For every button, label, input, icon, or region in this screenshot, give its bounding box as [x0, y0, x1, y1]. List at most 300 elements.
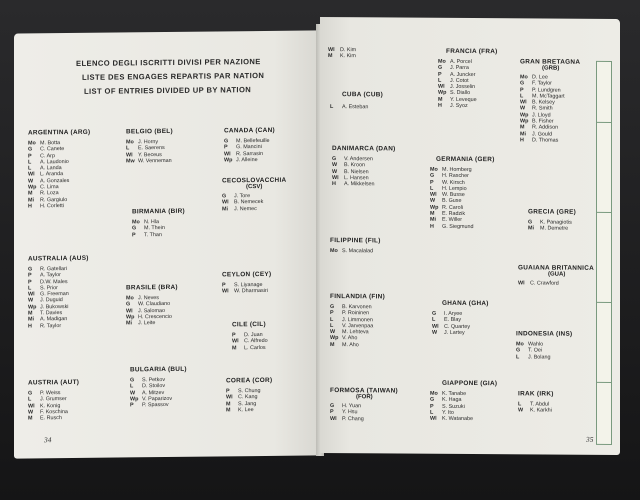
entry-name: J. Neves: [138, 295, 159, 302]
entry-list: [432, 311, 489, 337]
entry-role: M: [232, 344, 237, 351]
entry-role: Wl: [28, 171, 35, 178]
entry-name: V. Andersen: [344, 156, 373, 163]
entry-role: P: [224, 144, 228, 151]
section-code: (GRB): [542, 65, 560, 72]
entry-name: S. Prior: [40, 285, 58, 292]
green-bookmark-strip: [596, 61, 612, 445]
entry-role: W: [28, 409, 34, 416]
entry-name: G. Mancini: [236, 144, 262, 151]
entry-role: Mo: [430, 166, 438, 173]
entry-role: W: [520, 105, 526, 112]
entry-row: [126, 158, 173, 165]
entry-name: K. Panagiotis: [540, 219, 572, 226]
entry-name: B. Kroon: [344, 162, 365, 169]
entry-name: J. Syoz: [450, 102, 468, 110]
entry-role: Wl: [28, 402, 35, 410]
entry-role: Wl: [432, 323, 439, 330]
entry-name: P. Roininen: [342, 310, 370, 317]
entry-name: R. Taylor: [40, 322, 62, 330]
entry-role: Mo: [132, 219, 140, 226]
entry-name: P. Chang: [342, 415, 364, 422]
entry-row: [222, 205, 286, 212]
entry-name: R. Addison: [532, 124, 559, 131]
entry-role: G: [222, 193, 227, 200]
entry-list: [330, 403, 398, 422]
entry-name: D. Juan: [244, 331, 263, 339]
entry-name: J. Gould: [532, 131, 553, 138]
section-header: BRASILE (BRA): [126, 283, 178, 292]
entry-name: H. Crescencio: [138, 313, 172, 321]
entry-role: Wl: [330, 415, 337, 422]
section-danimarca: [332, 145, 396, 188]
entry-name: K. Watanabe: [442, 415, 473, 423]
section-australia: [28, 255, 89, 330]
entry-role: P: [430, 179, 434, 186]
entry-name: D. Thomas: [532, 137, 559, 144]
entry-list: [226, 388, 272, 414]
entry-name: R. Gatellari: [40, 266, 67, 273]
entry-name: F. Koschina: [40, 408, 68, 416]
entry-row: [132, 231, 185, 238]
entry-row: [330, 248, 381, 255]
entry-name: K. Tanabe: [442, 390, 467, 397]
entry-list: [518, 280, 594, 287]
entry-role: Wl: [28, 291, 35, 298]
section-header: AUSTRALIA (AUS): [28, 254, 89, 263]
section-header: FILIPPINE (FIL): [330, 237, 381, 245]
entry-name: D. Lee: [532, 74, 548, 81]
entry-name: S. Suzuki: [442, 403, 465, 410]
entry-name: K. Konig: [40, 402, 61, 409]
entry-role: Wp: [224, 157, 233, 164]
entry-role: Mi: [126, 320, 132, 327]
entry-list: [222, 193, 286, 213]
section-header: CILE (CIL): [232, 320, 266, 329]
entry-role: G: [430, 397, 435, 404]
entry-name: D. Stoilov: [142, 383, 166, 390]
entry-role: G: [438, 65, 443, 72]
section-header: GRAN BRETAGNA: [520, 58, 581, 66]
entry-name: T. Abdul: [530, 401, 550, 408]
entry-role: M: [438, 96, 443, 103]
entry-role: G: [28, 146, 33, 153]
entry-role: L: [330, 316, 334, 323]
entry-list: [28, 390, 79, 422]
entry-list: [28, 266, 89, 330]
section-header: GHANA (GHA): [442, 299, 489, 308]
section-header: BIRMANIA (BIR): [132, 207, 185, 216]
entry-role: Mi: [520, 131, 526, 138]
entry-role: Wp: [520, 118, 529, 125]
entry-list: [518, 401, 554, 414]
entry-role: H: [438, 102, 442, 109]
entry-name: M. Demetre: [540, 225, 569, 232]
entry-name: A. Gonzales: [40, 177, 70, 185]
entry-role: M: [28, 190, 33, 197]
entry-name: M. Homberg: [442, 166, 472, 174]
page-number-right: 35: [586, 434, 594, 444]
entry-role: P: [226, 388, 230, 395]
entry-name: G. Siegmund: [442, 223, 474, 230]
entry-row: [432, 330, 489, 337]
entry-name: H. Yuan: [342, 403, 362, 410]
entry-row: [330, 342, 385, 349]
entry-role: Wl: [328, 47, 335, 54]
entry-name: R. Loza: [40, 190, 59, 197]
strip-divider: [597, 302, 611, 303]
entry-role: M: [520, 124, 525, 131]
entry-name: H. Rascher: [442, 173, 469, 180]
section-filippine: [330, 237, 381, 255]
entry-name: L. Hansen: [344, 175, 369, 182]
entry-role: Wp: [126, 314, 135, 321]
entry-row: [438, 103, 498, 110]
entry-role: H: [430, 223, 434, 230]
entry-name: S. Chung: [238, 388, 261, 395]
entry-role: Wl: [438, 83, 445, 91]
entry-name: J. Parra: [450, 65, 469, 72]
entry-row: [226, 407, 272, 414]
entry-role: L: [330, 104, 334, 111]
entry-role: W: [432, 329, 438, 336]
entry-name: T. Than: [144, 231, 162, 238]
entry-row: [430, 416, 497, 423]
entry-name: A. Madigan: [40, 316, 68, 323]
entry-name: J. Cotot: [450, 77, 469, 84]
title-french: LISTE DES ENGAGES REPARTIS PAR NATION: [82, 70, 265, 82]
section-giappone: [430, 380, 497, 423]
entry-name: M. Bellefeuille: [236, 137, 270, 145]
entry-role: Wl: [222, 288, 229, 295]
entry-name: Y. Beceus: [138, 151, 162, 158]
entry-name: J. Duguid: [40, 297, 63, 304]
entry-role: G: [126, 301, 131, 308]
section-bulgaria: [130, 366, 187, 409]
entry-role: Mi: [28, 197, 34, 204]
section-header: GERMANIA (GER): [436, 155, 495, 164]
section-header: AUSTRIA (AUT): [28, 378, 80, 387]
entry-name: P. Weiss: [40, 390, 61, 397]
entry-name: E. Willer: [442, 217, 463, 224]
section-canada: [224, 127, 275, 164]
entry-role: P: [330, 409, 334, 416]
entry-row: [330, 104, 383, 111]
section-code: (FOR): [356, 394, 373, 401]
entry-role: H: [520, 137, 524, 144]
entry-name: W. Busse: [442, 191, 465, 199]
entry-name: M. Aho: [342, 341, 359, 349]
section-korea-continued: [328, 47, 356, 60]
entry-name: B. Nielsen: [344, 168, 369, 175]
entry-role: G: [528, 219, 533, 226]
section-formosa: [330, 387, 398, 422]
entry-name: J. Limmonen: [342, 316, 373, 323]
entry-role: Wl: [518, 280, 525, 287]
entry-list: [516, 341, 572, 360]
entry-name: Y. Hsu: [342, 409, 358, 416]
entry-row: [518, 280, 594, 287]
entry-list: [330, 248, 381, 255]
section-header: CANADA (CAN): [224, 126, 275, 135]
entry-name: E. Radzik: [442, 210, 466, 218]
entry-role: Mo: [520, 74, 528, 81]
entry-name: J. Tore: [234, 193, 251, 200]
entry-name: C. Lima: [40, 184, 59, 191]
entry-role: L: [28, 285, 32, 292]
entry-name: W. Kirsch: [442, 179, 465, 186]
entry-role: H: [332, 181, 336, 188]
section-cecoslovacchia: [222, 177, 286, 213]
entry-role: G: [432, 310, 437, 317]
section-header: COREA (COR): [226, 376, 273, 385]
entry-role: G: [430, 173, 435, 180]
entry-name: J. Hornу: [138, 139, 159, 146]
entry-role: G: [520, 80, 525, 87]
entry-name: A. Mitzev: [142, 389, 165, 396]
entry-role: P: [232, 332, 236, 339]
entry-name: J. Bolang: [528, 353, 551, 361]
entry-name: A. Landa: [40, 165, 62, 172]
entry-name: R. Smith: [532, 105, 553, 113]
section-francia: [438, 48, 498, 110]
entry-name: S. Jang: [238, 400, 257, 407]
entry-name: H. Lempio: [442, 185, 467, 192]
entry-role: P: [222, 282, 226, 289]
entry-role: L: [438, 77, 442, 84]
entry-name: M. Lehteva: [342, 329, 369, 336]
section-header: CEYLON (CEY): [222, 270, 272, 279]
entry-name: C. Arp: [40, 152, 55, 159]
entry-row: [518, 408, 554, 415]
section-brasile: [126, 284, 178, 327]
entry-role: Wp: [28, 184, 37, 191]
entry-role: H: [28, 323, 32, 330]
section-header: FINLANDIA (FIN): [330, 293, 386, 301]
entry-role: Wl: [222, 199, 229, 206]
section-header: GIAPPONE (GIA): [442, 379, 498, 388]
entry-list: [430, 167, 495, 230]
entry-role: G: [224, 138, 229, 145]
section-guaiana: [518, 264, 594, 287]
entry-role: Mo: [126, 139, 134, 146]
entry-list: [328, 47, 356, 60]
entry-role: M: [430, 210, 435, 217]
entry-role: L: [28, 396, 32, 403]
entry-name: B. Kelsey: [532, 99, 555, 106]
entry-name: K. Karkhi: [530, 407, 552, 414]
strip-divider: [597, 212, 611, 213]
entry-role: H: [28, 203, 32, 210]
entry-role: Wl: [126, 307, 133, 315]
section-ghana: [432, 300, 489, 337]
entry-row: [28, 415, 79, 422]
section-indonesia: [516, 330, 572, 360]
entry-role: Mo: [126, 295, 134, 302]
entry-role: M: [226, 400, 231, 407]
right-page: [320, 17, 620, 455]
entry-role: M: [330, 341, 335, 348]
entry-name: J. Grumser: [40, 396, 67, 403]
section-header: CUBA (CUB): [342, 91, 384, 99]
section-germania: [430, 156, 495, 230]
entry-name: V. Paparizov: [142, 395, 173, 403]
entry-role: M: [28, 310, 33, 317]
entry-row: [332, 181, 396, 188]
entry-name: J. Josselin: [450, 84, 476, 91]
entry-list: [132, 219, 185, 238]
entry-role: W: [332, 168, 338, 175]
left-page: [14, 30, 320, 458]
entry-name: C. Alfredo: [244, 338, 268, 345]
section-cuba: [330, 91, 384, 111]
section-header: DANIMARCA (DAN): [332, 145, 396, 153]
entry-role: L: [130, 383, 134, 390]
section-austria: [28, 379, 79, 422]
entry-name: K. Haga: [442, 397, 462, 404]
entry-name: F. Taylor: [532, 80, 552, 87]
entry-role: P: [132, 231, 136, 238]
entry-name: B. Fisher: [532, 118, 554, 125]
entry-role: Mo: [438, 58, 446, 65]
entry-name: R. Gargiulo: [40, 196, 68, 204]
title-english: LIST OF ENTRIES DIVIDED UP BY NATION: [84, 85, 252, 96]
entry-name: V. Jarvenpaa: [342, 322, 374, 330]
entry-role: Wl: [224, 150, 231, 157]
entry-role: G: [332, 156, 337, 163]
entry-role: Mi: [528, 225, 534, 232]
entry-name: Y. Ito: [442, 409, 454, 416]
entry-list: [130, 377, 187, 409]
section-header: BELGIO (BEL): [126, 127, 173, 136]
title-italian: ELENCO DEGLI ISCRITTI DIVISI PER NAZIONE: [76, 57, 261, 68]
entry-name: S. Petkov: [142, 377, 166, 384]
entry-name: S. Diallo: [450, 90, 471, 97]
section-argentina: [28, 129, 90, 210]
entry-name: M. Botta: [40, 140, 61, 147]
entry-role: Wl: [430, 191, 437, 198]
entry-name: G. Freeman: [40, 291, 69, 298]
entry-role: L: [28, 159, 32, 166]
entry-role: Wp: [438, 90, 447, 97]
entry-role: G: [130, 377, 135, 384]
entry-role: Wl: [232, 338, 239, 345]
section-finlandia: [330, 293, 385, 348]
entry-row: [328, 53, 356, 59]
section-header: INDONESIA (INS): [516, 330, 573, 338]
entry-role: Mi: [430, 217, 436, 224]
entry-role: Mo: [330, 248, 338, 255]
entry-name: C. Quartey: [444, 323, 471, 330]
section-code: (GUA): [548, 271, 566, 278]
entry-role: G: [330, 304, 335, 311]
entry-name: C. Crawford: [530, 280, 559, 287]
entry-role: L: [432, 317, 436, 324]
entry-row: [130, 402, 187, 409]
entry-row: [222, 288, 271, 295]
entry-name: P. Spassov: [142, 402, 169, 409]
section-ceylon: [222, 271, 271, 295]
entry-name: T. Oei: [528, 347, 543, 354]
page-number-left: 34: [44, 435, 52, 445]
entry-row: [232, 345, 268, 352]
entry-name: A. Esteban: [342, 104, 369, 111]
entry-name: M. Thein: [144, 225, 165, 232]
entry-name: B. Karvonen: [342, 304, 372, 311]
entry-list: [224, 138, 275, 164]
entry-role: Wl: [126, 151, 133, 159]
entry-role: Wl: [520, 99, 527, 106]
section-corea: [226, 377, 272, 414]
entry-list: [126, 139, 173, 165]
entry-name: D. Kim: [340, 47, 357, 54]
entry-role: L: [126, 145, 130, 152]
entry-role: Mi: [28, 316, 34, 323]
entry-name: K. Lee: [238, 406, 254, 414]
entry-name: C. Kang: [238, 394, 258, 401]
entry-name: R. Sarrasin: [236, 150, 263, 157]
entry-name: J. Nemec: [234, 205, 257, 212]
section-header: FORMOSA (TAIWAN): [330, 387, 398, 395]
entry-role: P: [28, 272, 32, 279]
entry-name: J. Bukowski: [40, 303, 69, 311]
entry-name: J. Alleine: [236, 156, 258, 164]
entry-name: L. Carlos: [244, 344, 266, 351]
entry-list: [520, 74, 580, 144]
entry-role: W: [518, 407, 524, 414]
entry-role: Wp: [330, 335, 339, 342]
entry-row: [528, 226, 576, 233]
entry-role: W: [130, 389, 136, 396]
entry-role: P: [430, 403, 434, 410]
entry-role: W: [332, 162, 338, 169]
entry-role: L: [28, 165, 32, 172]
entry-list: [438, 59, 498, 110]
entry-name: S. Liyanage: [234, 282, 263, 289]
entry-name: H. Corletti: [40, 203, 64, 210]
section-header: ARGENTINA (ARG): [28, 128, 91, 137]
entry-role: M: [328, 53, 333, 60]
entry-name: C. Canete: [40, 146, 65, 153]
entry-role: Mo: [516, 341, 524, 348]
entry-role: P: [28, 153, 32, 160]
entry-name: W. Claudiano: [138, 301, 171, 308]
entry-list: [528, 219, 576, 232]
section-gran-bretagna: [520, 58, 580, 144]
entry-name: E. Rusch: [40, 415, 62, 422]
entry-role: L: [430, 409, 434, 416]
entry-name: J. Lartey: [444, 329, 465, 336]
section-header: CECOSLOVACCHIA: [222, 176, 287, 185]
section-cile: [232, 321, 268, 351]
entry-row: [330, 416, 398, 423]
entry-role: G: [516, 347, 521, 354]
entry-role: P: [28, 279, 32, 286]
section-birmania: [132, 208, 185, 238]
section-header: FRANCIA (FRA): [446, 47, 498, 56]
entry-list: [222, 282, 271, 295]
entry-role: Mi: [222, 205, 228, 213]
entry-name: A. Juncker: [450, 71, 476, 78]
entry-role: G: [28, 266, 33, 273]
section-irak: [518, 390, 554, 414]
section-header: GUAIANA BRITANNICA: [518, 264, 595, 272]
entry-row: [126, 320, 178, 327]
entry-role: W: [28, 178, 34, 185]
entry-role: Wl: [332, 174, 339, 181]
entry-list: [330, 104, 383, 111]
entry-role: Wp: [520, 112, 529, 119]
